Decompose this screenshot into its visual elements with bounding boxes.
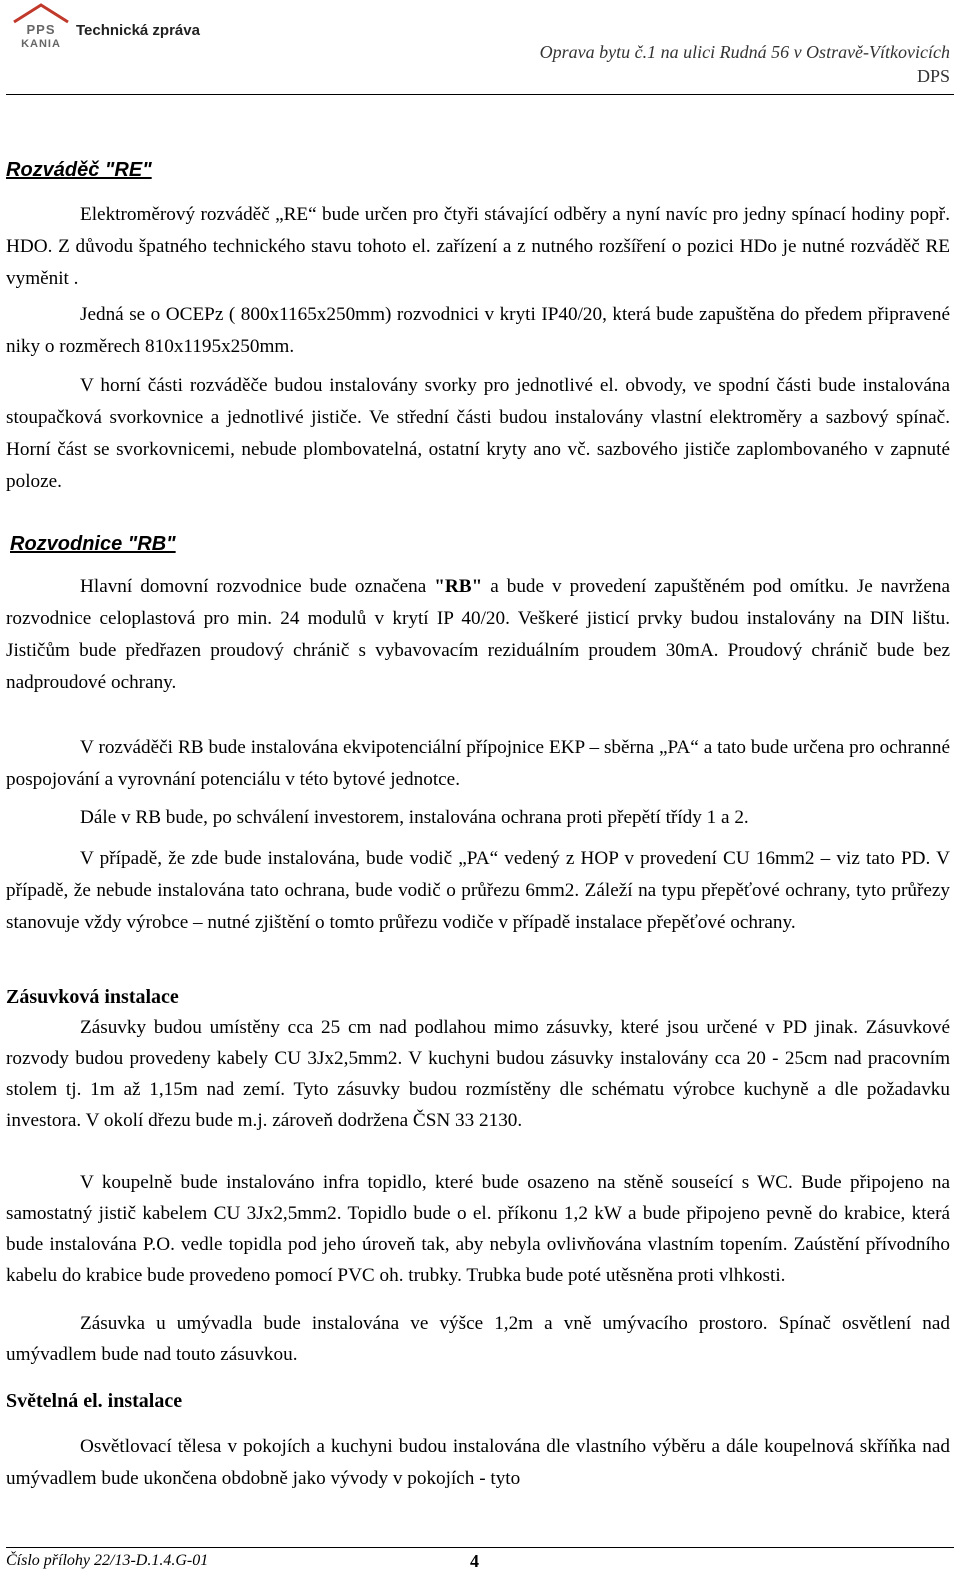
paragraph-re-1: Elektroměrový rozváděč „RE“ bude určen pro čtyři stávající odběry a nyní navíc pro jedny spínací hodiny popř. HDO. Z důvodu špatného technického stavu tohoto el. zařízení a z nutného rozšíření o pozici HDo je nutné rozváděč RE vyměnit . [6, 204, 950, 289]
paragraph-re-2: Jedná se o OCEPz ( 800x1165x250mm) rozvodnici v kryti IP40/20, která bude zapuštěna do předem připravené niky o rozměrech 810x1195x250mm. [6, 304, 950, 357]
paragraph-lighting-1: Osvětlovací tělesa v pokojích a kuchyni budou instalována dle vlastního výběru a dále koupelnová skříňka nad umývadlem bude ukončena obdobně jako vývody v pokojích - tyto [6, 1436, 950, 1489]
attachment-number: Číslo přílohy 22/13-D.1.4.G-01 [6, 1552, 209, 1569]
project-header [540, 40, 950, 88]
project-subtitle: DPS [916, 66, 950, 86]
footer-divider [6, 1547, 954, 1548]
page-number: 4 [470, 1551, 479, 1571]
section-title-rb: Rozvodnice "RB" [10, 533, 176, 555]
paragraph-sockets-1: Zásuvky budou umístěny cca 25 cm nad podlahou mimo zásuvky, které jsou určené v PD jinak. Zásuvkové rozvody budou provedeny kabely CU 3Jx2,5mm2. V kuchyni budou zásuvky instalovány cca 20 - 25cm nad pracovním stolem tj. 1m až 1,15m nad zemí. Tyto zásuvky budou rozmístěny dle schématu výrobce kuchyně a dle požadavku investora. V okolí dřezu bude m.j. zároveň dodržena ČSN 33 2130. [6, 1017, 950, 1131]
rb-bold-label: "RB" [434, 576, 483, 597]
section-title-sockets: Zásuvková instalace [6, 986, 179, 1008]
paragraph-rb-2: V rozváděči RB bude instalována ekvipotenciální přípojnice EKP – sběrna „PA“ a tato bude určena pro ochranné pospojování a vyrovnání potenciálu v této bytové jednotce. [6, 737, 950, 790]
paragraph-rb-3: Dále v RB bude, po schválení investorem, instalována ochrana proti přepětí třídy 1 a 2. [80, 807, 749, 828]
section-title-lighting: Světelná el. instalace [6, 1390, 183, 1412]
paragraph-re-3: V horní části rozváděče budou instalovány svorky pro jednotlivé el. obvody, ve spodní části bude instalována stoupačková svorkovnice a jednotlivé jističe. Ve střední části budou instalovány vlastní elektroměry a sazbový spínač. Horní část se svorkovnicemi, nebude plombovatelná, ostatní kryty ano vč. sazbového jističe zaplombovaného v zapnuté poloze. [6, 375, 950, 492]
paragraph-sockets-2: V koupelně bude instalováno infra topidlo, které bude osazeno na stěně souseící s WC. Bude připojeno na samostatný jistič kabelem CU 3Jx2,5mm2. Topidlo bude o el. příkonu 1,2 kW a bude připojeno pevně do krabice, která bude instalována P.O. vedle topidla pod jeho úroveň tak, aby nebyla ovlivňována vlastním topením. Zaústění přívodního kabelu do krabice bude provedeno pomocí PVC oh. trubky. Trubka bude poté utěsněna proti vlhkosti. [6, 1172, 950, 1286]
paragraph-rb-1-start: Hlavní domovní rozvodnice bude označena [80, 576, 435, 597]
svg-text:PPS: PPS [26, 22, 56, 37]
paragraph-rb-4: V případě, že zde bude instalována, bude vodič „PA“ vedený z HOP v provedení CU 16mm2 – viz tato PD. V případě, že nebude instalována tato ochrana, bude vodič o průřezu 6mm2. Záleží na typu přepěťové ochrany, tyto průřezy stanovuje vždy výrobce – nutné zjištění o tomto průřezu vodiče v případě instalace přepěťové ochrany. [6, 848, 950, 933]
section-title-re: Rozváděč "RE" [6, 159, 152, 181]
project-title: Oprava bytu č.1 na ulici Rudná 56 v Ostravě-Vítkovicích [539, 42, 950, 62]
document-type-title: Technická zpráva [76, 22, 200, 39]
svg-text:KANIA: KANIA [21, 38, 61, 50]
paragraph-rb-1 [6, 571, 950, 699]
header-divider [6, 94, 954, 95]
company-logo [10, 2, 72, 50]
paragraph-rb-1-end: a bude v provedení zapuštěném pod omítku. Je navržena rozvodnice celoplastová pro min. 24 modulů v krytí IP 40/20. Veškeré jisticí prvky budou instalovány na DIN lištu. Jističům bude předřazen proudový chránič s vybavovacím reziduálním proudem 30mA. Proudový chránič bude bez nadproudové ochrany. [6, 576, 950, 693]
paragraph-sockets-3: Zásuvka u umývadla bude instalována ve výšce 1,2m a vně umývacího prostoro. Spínač osvětlení nad umývadlem bude nad touto zásuvkou. [6, 1313, 950, 1365]
